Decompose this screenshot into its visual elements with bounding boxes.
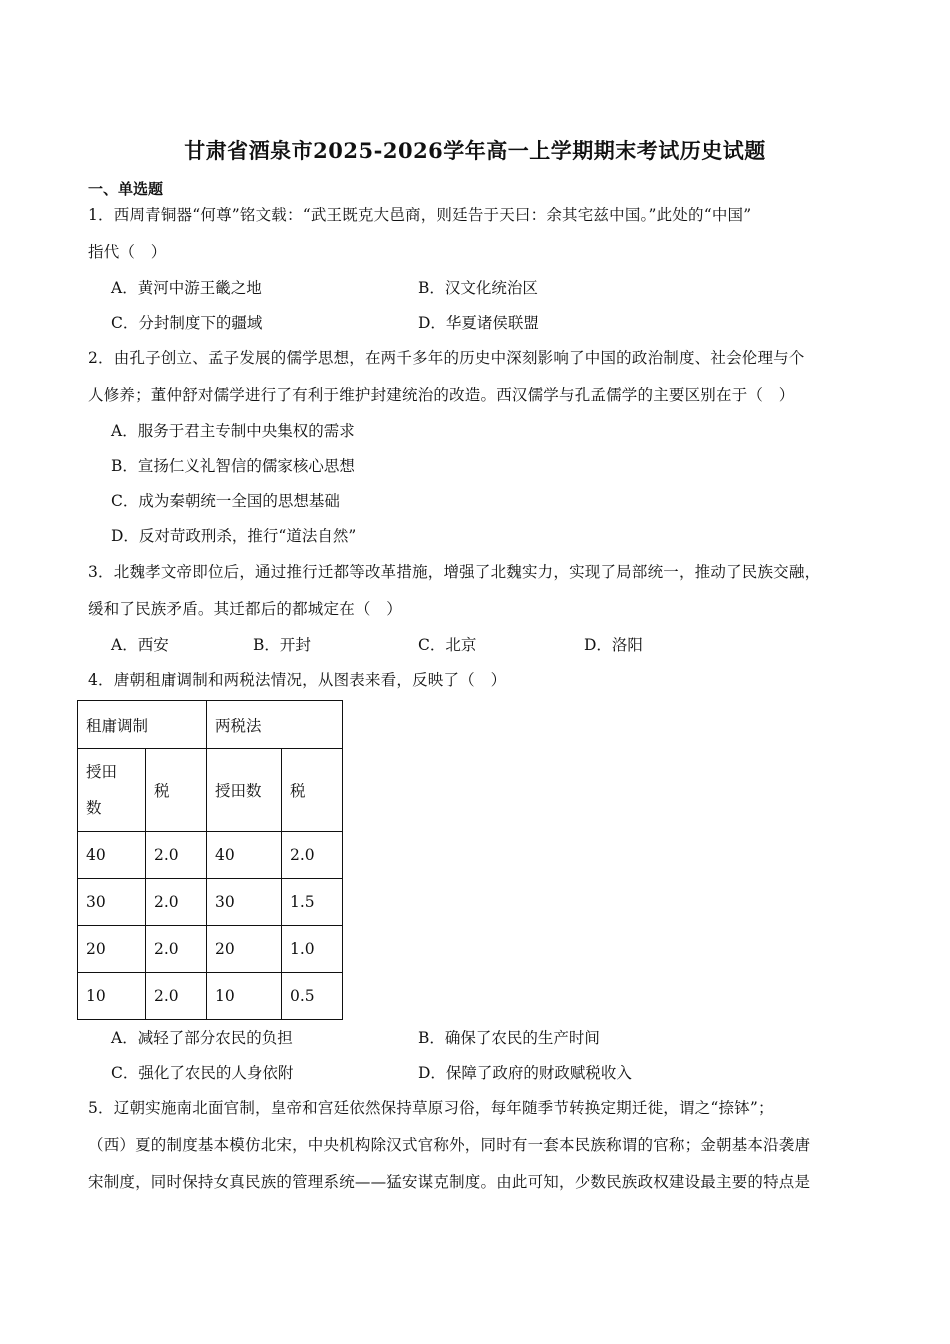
section-heading: 一、单选题 [88, 180, 164, 198]
table-cell: 2.0 [146, 832, 207, 879]
subheader-land-granted-part-2: 数 [86, 799, 102, 817]
table-header-row [78, 701, 343, 749]
question-4-stem-line-1: 4．唐朝租庸调制和两税法情况，从图表来看，反映了（ ） [88, 671, 507, 689]
question-3-option-a: A．西安 [111, 636, 169, 654]
question-4-option-c: C．强化了农民的人身依附 [111, 1064, 294, 1082]
table-subheader-row [78, 749, 343, 832]
table-cell: 30 [78, 879, 146, 926]
table-row [78, 832, 343, 879]
question-4-option-a: A．减轻了部分农民的负担 [111, 1029, 293, 1047]
question-2-option-b: B．宣扬仁义礼智信的儒家核心思想 [111, 457, 355, 475]
tax-system-table [77, 700, 343, 1020]
question-1-option-d: D．华夏诸侯联盟 [418, 314, 539, 332]
question-4-option-d: D．保障了政府的财政赋税收入 [418, 1064, 632, 1082]
header-zuyongdiao: 租庸调制 [78, 701, 207, 749]
table-cell: 20 [78, 926, 146, 973]
table-cell: 0.5 [282, 973, 343, 1020]
question-5-stem-line-1: 5．辽朝实施南北面官制，皇帝和宫廷依然保持草原习俗，每年随季节转换定期迁徙，谓之“捺钵”； [88, 1099, 774, 1117]
subheader-tax-1: 税 [146, 749, 207, 832]
table-cell: 2.0 [146, 973, 207, 1020]
question-1-stem-line-1: 1．西周青铜器“何尊”铭文载：“武王既克大邑商，则廷告于天曰：余其宅兹中国。”此处的“中国” [88, 206, 752, 224]
question-3-stem-line-2: 缓和了民族矛盾。其迁都后的都城定在（ ） [88, 600, 403, 618]
page-title: 甘肃省酒泉市2025-2026学年高一上学期期末考试历史试题 [184, 138, 766, 163]
question-1-option-c: C．分封制度下的疆域 [111, 314, 263, 332]
table-cell: 10 [207, 973, 282, 1020]
table-row [78, 879, 343, 926]
table-cell: 10 [78, 973, 146, 1020]
question-2-option-a: A．服务于君主专制中央集权的需求 [111, 422, 355, 440]
table-cell: 20 [207, 926, 282, 973]
question-3-option-d: D．洛阳 [584, 636, 643, 654]
table-cell: 40 [78, 832, 146, 879]
question-1-option-b: B．汉文化统治区 [418, 279, 538, 297]
table-row [78, 973, 343, 1020]
question-3-stem-line-1: 3．北魏孝文帝即位后，通过推行迁都等改革措施，增强了北魏实力，实现了局部统一，推动了民族交融， [88, 563, 821, 581]
table-cell: 2.0 [282, 832, 343, 879]
table-cell: 1.5 [282, 879, 343, 926]
question-2-stem-line-1: 2．由孔子创立、孟子发展的儒学思想，在两千多年的历史中深刻影响了中国的政治制度、社会伦理与个 [88, 349, 805, 367]
question-1-option-a: A．黄河中游王畿之地 [111, 279, 262, 297]
table-cell: 1.0 [282, 926, 343, 973]
question-3-option-c: C．北京 [418, 636, 477, 654]
question-1-stem-line-2: 指代（ ） [88, 243, 167, 261]
question-2-option-c: C．成为秦朝统一全国的思想基础 [111, 492, 340, 510]
question-5-stem-line-2: （西）夏的制度基本模仿北宋，中央机构除汉式官称外，同时有一套本民族称谓的官称；金朝基本沿袭唐 [88, 1136, 811, 1154]
table-cell: 40 [207, 832, 282, 879]
table-cell: 2.0 [146, 926, 207, 973]
question-2-option-d: D．反对苛政刑杀，推行“道法自然” [111, 527, 357, 545]
question-4-option-b: B．确保了农民的生产时间 [418, 1029, 600, 1047]
subheader-land-granted-1 [78, 749, 146, 832]
subheader-land-granted-2: 授田数 [207, 749, 282, 832]
question-3-option-b: B．开封 [253, 636, 311, 654]
question-5-stem-line-3: 宋制度，同时保持女真民族的管理系统——猛安谋克制度。由此可知，少数民族政权建设最主要的特点是 [88, 1173, 811, 1191]
question-2-stem-line-2: 人修养；董仲舒对儒学进行了有利于维护封建统治的改造。西汉儒学与孔孟儒学的主要区别在于（ ） [88, 386, 795, 404]
table-row [78, 926, 343, 973]
table-cell: 2.0 [146, 879, 207, 926]
table-cell: 30 [207, 879, 282, 926]
subheader-land-granted-part-1: 授田 [86, 763, 118, 781]
subheader-tax-2: 税 [282, 749, 343, 832]
header-liangshuifa: 两税法 [207, 701, 343, 749]
